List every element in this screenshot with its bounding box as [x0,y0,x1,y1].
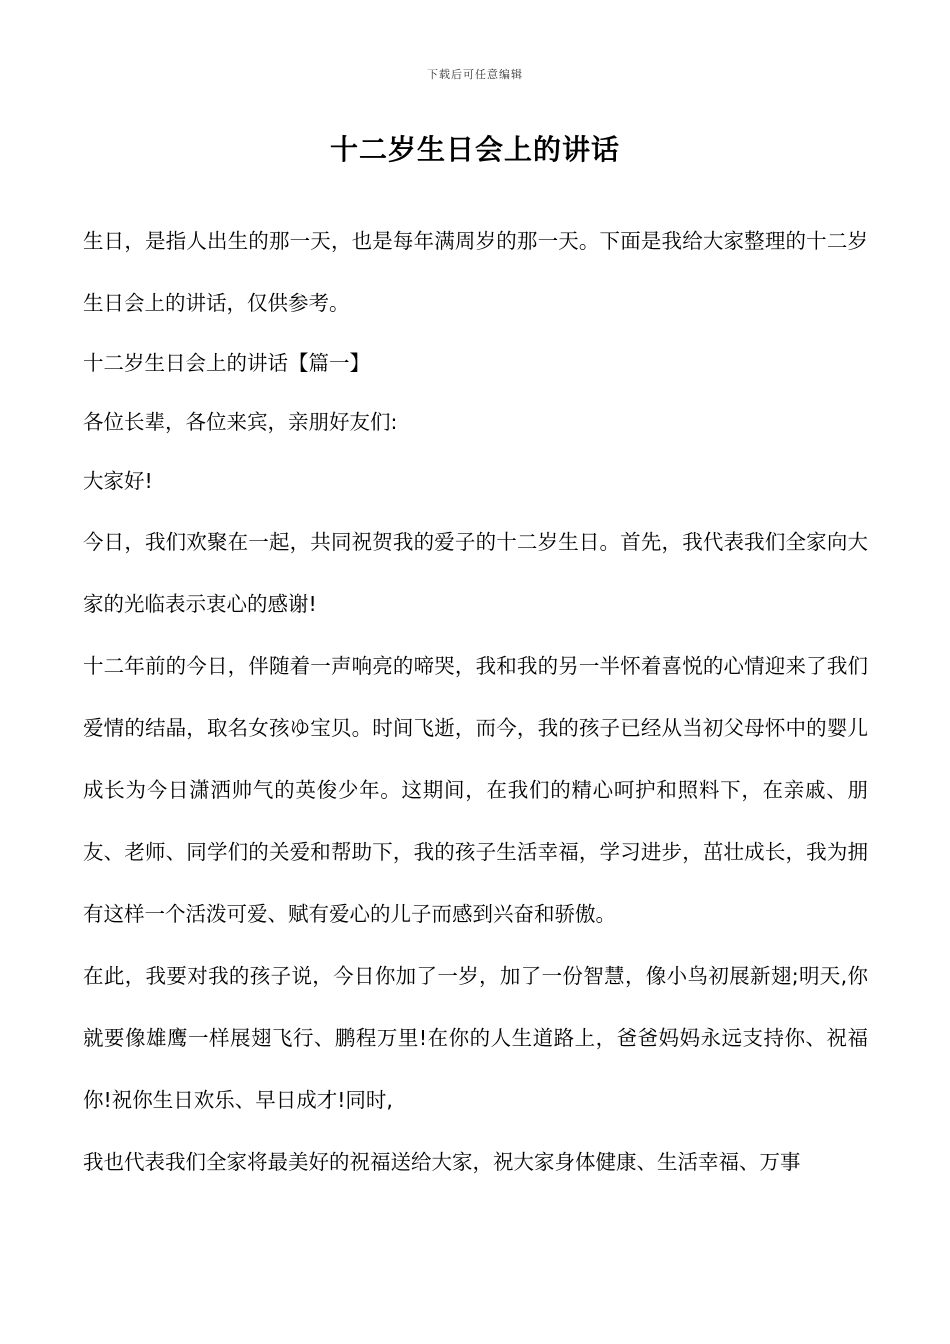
paragraph-salutation: 各位长辈，各位来宾，亲朋好友们: [83,410,398,434]
document-body [83,210,868,1193]
paragraph-closing: 我也代表我们全家将最美好的祝福送给大家，祝大家身体健康、生活幸福、万事 [83,1150,801,1174]
paragraph-thanks: 今日，我们欢聚在一起，共同祝贺我的爱子的十二岁生日。首先，我代表我们全家向大家的光临表示衷心的感谢! [83,530,868,616]
paragraph-wishes: 在此，我要对我的孩子说，今日你加了一岁，加了一份智慧，像小鸟初展新翅;明天,你就要像雄鹰一样展翅飞行、鹏程万里!在你的人生道路上，爸爸妈妈永远支持你、祝福你!祝你生日欢乐、早日成才!同时, [83,964,868,1112]
section-heading: 十二岁生日会上的讲话【篇一】 [83,351,370,375]
document-title: 十二岁生日会上的讲话 [329,133,620,166]
paragraph-story: 十二年前的今日，伴随着一声响亮的啼哭，我和我的另一半怀着喜悦的心情迎来了我们爱情的结晶，取名女孩ゆ宝贝。时间飞逝，而今，我的孩子已经从当初父母怀中的婴儿成长为今日潇洒帅气的英俊少年。这期间，在我们的精心呵护和照料下，在亲戚、朋友、老师、同学们的关爱和帮助下，我的孩子生活幸福，学习进步，茁壮成长，我为拥有这样一个活泼可爱、赋有爱心的儿子而感到兴奋和骄傲。 [83,654,868,926]
header-note: 下载后可任意编辑 [427,68,523,81]
paragraph-intro: 生日，是指人出生的那一天，也是每年满周岁的那一天。下面是我给大家整理的十二岁生日会上的讲话，仅供参考。 [83,229,868,315]
paragraph-greeting: 大家好! [83,469,153,493]
